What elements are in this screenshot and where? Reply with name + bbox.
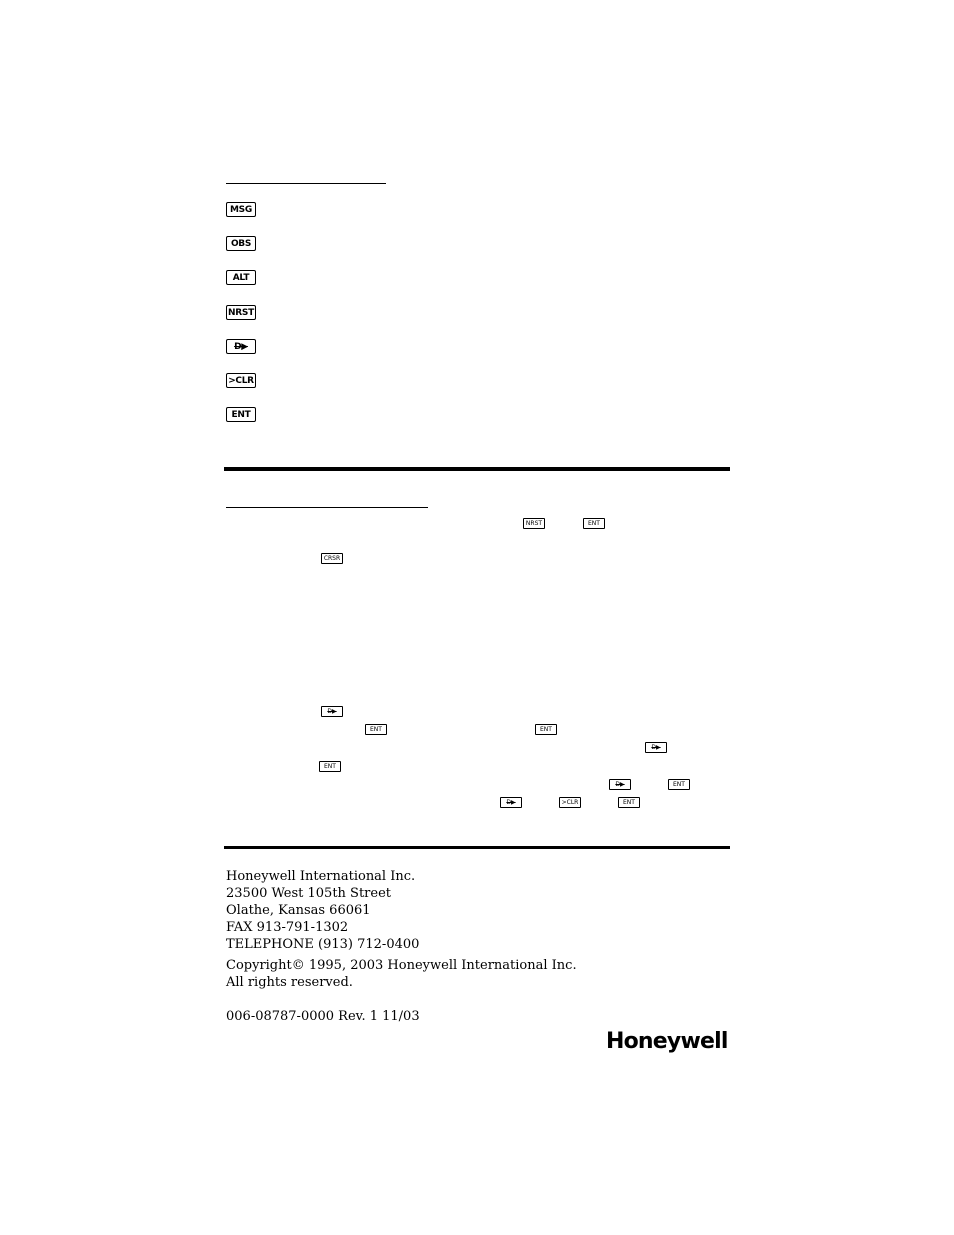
ent-key-icon: ENT — [365, 724, 387, 735]
fax-number: FAX 913-791-1302 — [226, 920, 349, 935]
msg-key-icon: MSG — [226, 202, 256, 217]
direct-to-key-icon: D▶ — [500, 797, 522, 808]
ent-key-icon: ENT — [583, 518, 605, 529]
telephone-number: TELEPHONE (913) 712-0400 — [226, 937, 420, 952]
city-state-zip: Olathe, Kansas 66061 — [226, 903, 371, 918]
copyright-line: Copyright© 1995, 2003 Honeywell International Inc. — [226, 958, 577, 973]
alt-key-icon: ALT — [226, 270, 256, 285]
direct-to-key-icon: D▶ — [609, 779, 631, 790]
street-address: 23500 West 105th Street — [226, 886, 392, 901]
crsr-key-icon: CRSR — [321, 553, 343, 564]
section-divider-2 — [224, 846, 730, 849]
ent-key-icon: ENT — [319, 761, 341, 772]
direct-to-key-icon: D▶ — [645, 742, 667, 753]
section-2-underline — [226, 507, 428, 508]
direct-to-key-icon: D▶ — [226, 339, 256, 354]
obs-key-icon: OBS — [226, 236, 256, 251]
clr-key-icon: >CLR — [559, 797, 581, 808]
ent-key-icon: ENT — [226, 407, 256, 422]
document-number: 006-08787-0000 Rev. 1 11/03 — [226, 1009, 420, 1024]
direct-to-key-icon: D▶ — [321, 706, 343, 717]
nrst-key-icon: NRST — [523, 518, 545, 529]
honeywell-logo: Honeywell — [606, 1029, 728, 1054]
ent-key-icon: ENT — [668, 779, 690, 790]
section-1-underline — [226, 183, 386, 184]
ent-key-icon: ENT — [535, 724, 557, 735]
ent-key-icon: ENT — [618, 797, 640, 808]
section-divider-1 — [224, 467, 730, 471]
rights-reserved: All rights reserved. — [226, 975, 353, 990]
clr-key-icon: >CLR — [226, 373, 256, 388]
company-name: Honeywell International Inc. — [226, 869, 416, 884]
nrst-key-icon: NRST — [226, 305, 256, 320]
